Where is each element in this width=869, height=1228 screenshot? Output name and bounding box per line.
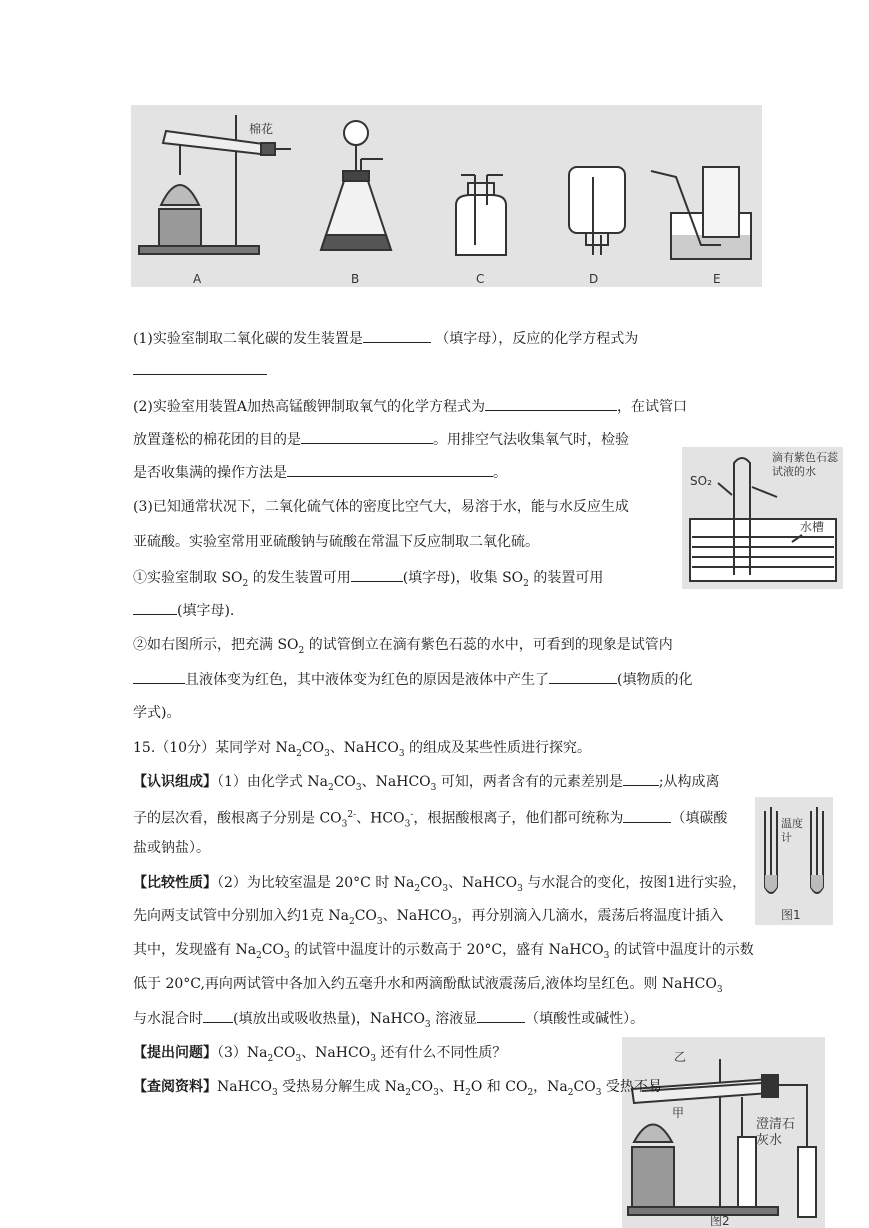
q3-line3: ①实验室制取 $SO_2$ 的发生装置可用 (填字母)，收集 $SO_2$ 的装置可用	[133, 567, 603, 594]
q15-line8: 与水混合时 (填放出或吸收热量)，NaHCO$_3$ 溶液显 （填酸性或碱性）。	[133, 1008, 644, 1035]
q2-line3: 是否收集满的操作方法是 。	[133, 462, 507, 483]
so2-gas-label: SO₂	[690, 474, 712, 488]
q3-line5: ②如右图所示，把充满 $SO_2$ 的试管倒立在滴有紫色石蕊的水中，可看到的现象是试管内	[133, 637, 673, 656]
apparatus-c	[456, 175, 506, 255]
q15-intro: 15.（10分）某同学对 $Na_2CO_3$、NaHCO$_3$ 的组成及某些性质进行探究。	[133, 740, 591, 759]
answer-blank[interactable]	[363, 328, 431, 343]
q1-line2	[133, 360, 267, 381]
q3-line1: (3)已知通常状况下，二氧化硫气体的密度比空气大，易溶于水，能与水反应生成	[133, 499, 629, 515]
answer-blank[interactable]	[133, 360, 267, 375]
answer-blank[interactable]	[203, 1008, 233, 1023]
answer-blank[interactable]	[301, 429, 433, 444]
thermometer-label: 温度计	[781, 817, 803, 844]
label-a: A	[193, 272, 202, 286]
q2-line2: 放置蓬松的棉花团的目的是 。用排空气法收集氧气时，检验	[133, 429, 629, 450]
answer-blank[interactable]	[351, 567, 403, 582]
label-jia: 甲	[672, 1106, 685, 1120]
q15-line5: 先向两支试管中分别加入约1克 $Na_2CO_3$、NaHCO$_3$，再分别滴入几滴水，震荡后将温度计插入	[133, 908, 724, 927]
q15-line1: 【认识组成】（1）由化学式 $Na_2CO_3$、NaHCO$_3$ 可知，两者含有的元素差别是 ;从构成离	[133, 771, 720, 798]
q15-line6: 其中，发现盛有 $Na_2CO_3$ 的试管中温度计的示数高于 20°C，盛有 NaHCO$_3$ 的试管中温度计的示数	[133, 942, 754, 961]
lime-water-label: 澄清石灰水	[756, 1117, 796, 1148]
figure-2	[622, 1037, 825, 1228]
q3-line4: (填字母).	[133, 600, 234, 621]
answer-blank[interactable]	[477, 1008, 525, 1023]
figure-1	[755, 797, 833, 925]
q15-line4: 【比较性质】（2）为比较室温是 20°C 时 $Na_2CO_3$、NaHCO$_3$ 与水混合的变化，按图1进行实验，	[133, 875, 747, 894]
label-b: B	[351, 272, 360, 286]
answer-blank[interactable]	[133, 669, 185, 684]
apparatus-b	[321, 121, 391, 250]
label-e: E	[713, 272, 721, 286]
cotton-label: 棉花	[249, 122, 274, 136]
q15-line7: 低于 20°C,再向两试管中各加入约五毫升水和两滴酚酞试液震荡后,液体均呈红色。则 NaHCO$_3$	[133, 976, 723, 995]
apparatus-e	[651, 167, 751, 259]
q3-line7: 学式)。	[133, 705, 181, 721]
q15-line3: 盐或钠盐）。	[133, 840, 210, 856]
so2-figure	[682, 447, 843, 589]
trough-label: 水槽	[800, 520, 825, 534]
label-c: C	[476, 272, 485, 286]
answer-blank[interactable]	[623, 771, 659, 786]
answer-blank[interactable]	[623, 808, 671, 823]
label-yi: 乙	[674, 1050, 687, 1064]
q1-line1: (1)实验室制取二氧化碳的发生装置是 （填字母），反应的化学方程式为	[133, 328, 638, 349]
answer-blank[interactable]	[549, 669, 617, 684]
q3-line2: 亚硫酸。实验室常用亚硫酸钠与硫酸在常温下反应制取二氧化硫。	[133, 534, 539, 550]
label-d: D	[589, 272, 599, 286]
figure-2-caption: 图2	[710, 1214, 730, 1228]
answer-blank[interactable]	[485, 396, 617, 411]
answer-blank[interactable]	[287, 462, 493, 477]
q15-line9: 【提出问题】$(3)Na_2CO_3$、NaHCO$_3$ 还有什么不同性质？	[133, 1045, 507, 1064]
tube-label: 滴有紫色石蕊试液的水	[772, 451, 838, 478]
q3-line6: 且液体变为红色，其中液体变为红色的原因是液体中产生了 (填物质的化	[133, 669, 692, 690]
figure-1-caption: 图1	[781, 908, 801, 922]
apparatus-figure	[131, 105, 762, 287]
apparatus-d	[569, 167, 625, 255]
q15-line2: 子的层次看，酸根离子分别是 $CO_3^{2-}$、$HCO_3^-$，根据酸根离子，他们都可统称为 （填碳酸	[133, 805, 727, 834]
q15-line10: 【查阅资料】NaHCO$_3$ 受热易分解生成 $Na_2CO_3$、$H_2O$ 和 $CO_2$，$Na_2CO_3$ 受热不易	[133, 1079, 662, 1098]
q2-line1: (2)实验室用装置A加热高锰酸钾制取氧气的化学方程式为 ，在试管口	[133, 396, 687, 417]
answer-blank[interactable]	[133, 600, 177, 615]
